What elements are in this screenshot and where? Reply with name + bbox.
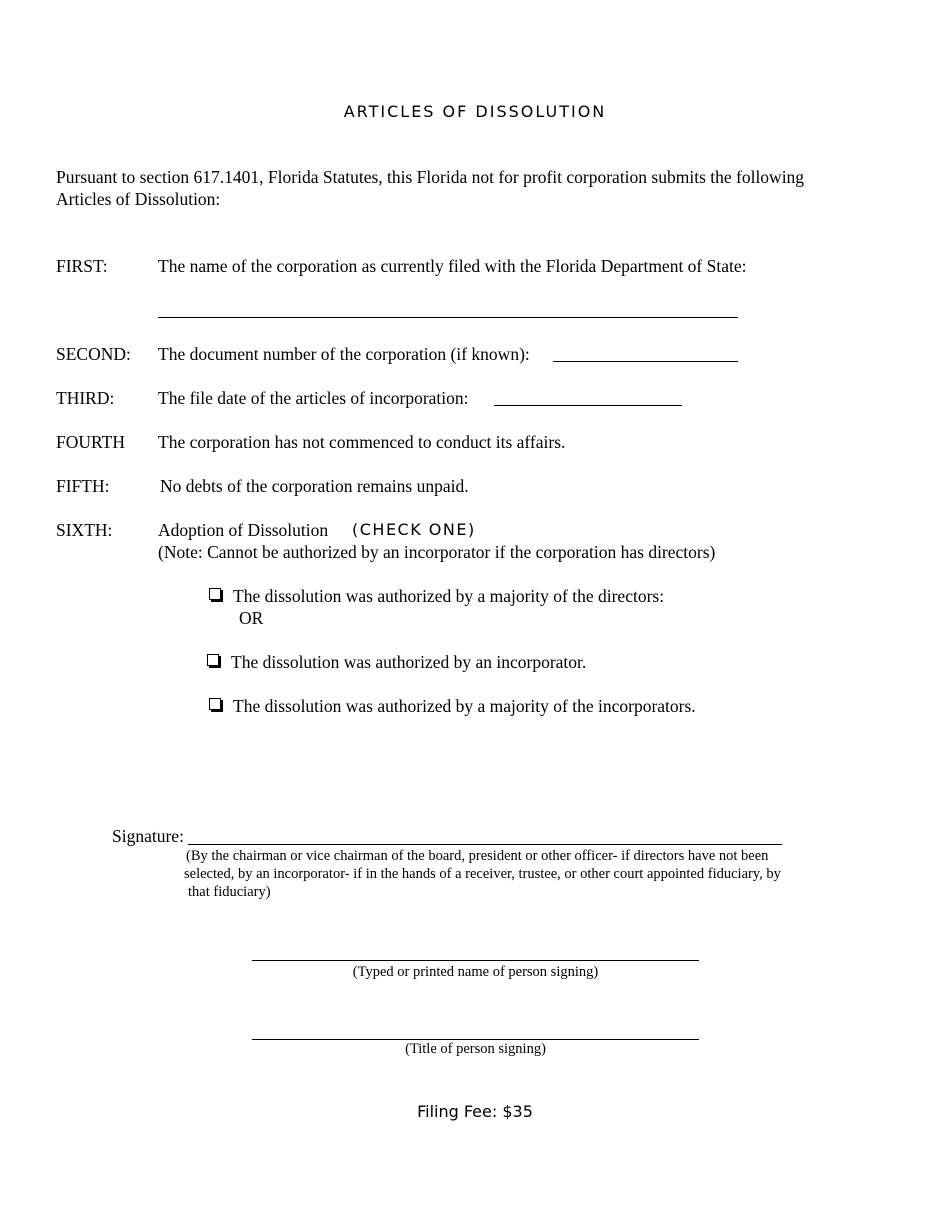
- majority-directors-checkbox[interactable]: [209, 588, 221, 600]
- corporation-name-field[interactable]: [158, 317, 738, 318]
- majority-incorporators-checkbox[interactable]: [209, 698, 221, 710]
- intro-line-1: Pursuant to section 617.1401, Florida Statutes, this Florida not for profit corporation submits the following: [56, 167, 805, 187]
- article-fifth-label: FIFTH:: [56, 476, 110, 496]
- signature-note-line-3: that fiduciary): [188, 884, 271, 900]
- article-third-text: The file date of the articles of incorporation:: [158, 388, 469, 408]
- printed-name-field[interactable]: [252, 960, 699, 961]
- incorporator-checkbox[interactable]: [207, 654, 219, 666]
- article-fourth-text: The corporation has not commenced to conduct its affairs.: [158, 432, 566, 452]
- file-date-field[interactable]: [494, 405, 682, 406]
- document-number-field[interactable]: [553, 361, 738, 362]
- signature-note-line-1: (By the chairman or vice chairman of the board, president or other officer- if directors have not been: [186, 848, 769, 864]
- signature-field[interactable]: [188, 844, 782, 845]
- check-one-instruction: (CHECK ONE): [352, 520, 476, 539]
- signer-title-caption: (Title of person signing): [405, 1041, 546, 1057]
- signature-note-line-2: selected, by an incorporator- if in the hands of a receiver, trustee, or other court appointed fiduciary, by: [184, 866, 781, 882]
- printed-name-caption: (Typed or printed name of person signing): [352, 964, 599, 980]
- option-or-text: OR: [239, 608, 264, 628]
- article-sixth-note: (Note: Cannot be authorized by an incorporator if the corporation has directors): [158, 542, 716, 562]
- article-sixth-text: Adoption of Dissolution: [158, 520, 329, 540]
- option-majority-directors-label: The dissolution was authorized by a majority of the directors:: [233, 586, 665, 606]
- article-third-label: THIRD:: [56, 388, 115, 408]
- option-incorporator-label: The dissolution was authorized by an incorporator.: [231, 652, 587, 672]
- signature-label: Signature:: [112, 826, 184, 846]
- article-fourth-label: FOURTH: [56, 432, 125, 452]
- article-second-text: The document number of the corporation (if known):: [158, 344, 530, 364]
- document-title: ARTICLES OF DISSOLUTION: [343, 102, 607, 121]
- filing-fee: Filing Fee: $35: [417, 1102, 533, 1121]
- article-sixth-label: SIXTH:: [56, 520, 113, 540]
- intro-line-2: Articles of Dissolution:: [56, 189, 221, 209]
- article-fifth-text: No debts of the corporation remains unpaid.: [160, 476, 469, 496]
- article-first-text: The name of the corporation as currently filed with the Florida Department of State:: [158, 256, 747, 276]
- option-majority-incorporators-label: The dissolution was authorized by a majority of the incorporators.: [233, 696, 696, 716]
- article-second-label: SECOND:: [56, 344, 131, 364]
- article-first-label: FIRST:: [56, 256, 108, 276]
